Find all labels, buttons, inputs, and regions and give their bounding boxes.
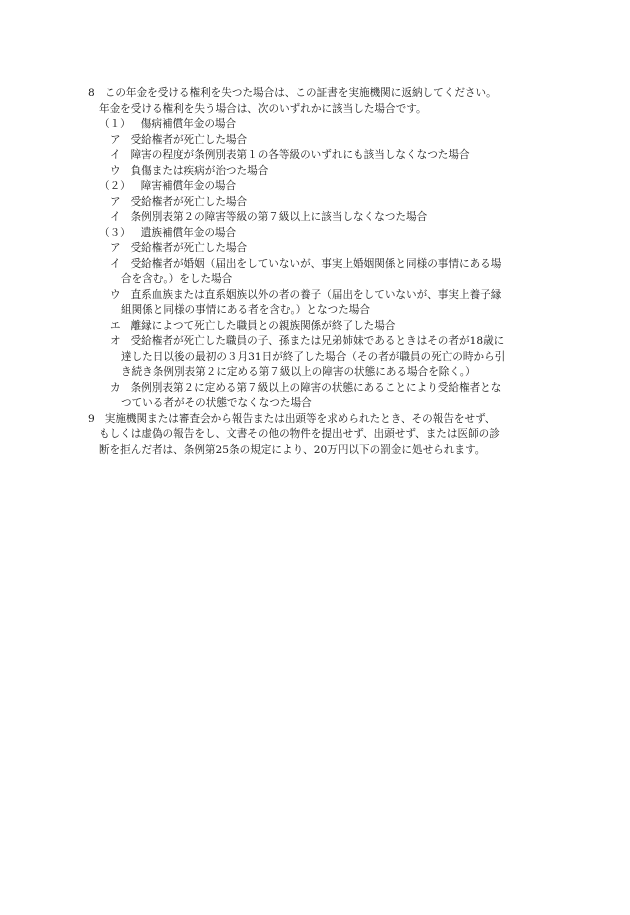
item-1-sub-a: ア 受給権者が死亡した場合 [110,133,248,146]
section-9-number: 9 [88,412,95,425]
section-8-number: 8 [88,87,95,99]
item-3-sub-u-line-1: ウ 直系血族または直系姻族以外の者の養子（届出をしていないが、事実上養子縁 [110,288,502,301]
item-3-sub-i-line-1: イ 受給権者が婚姻（届出をしていないが、事実上婚姻関係と同様の事情にある場 [110,257,502,270]
item-3-sub-ka-line-1: カ 条例別表第２に定める第７級以上の障害の状態にあることにより受給権者とな [110,381,502,394]
item-1-sub-u: ウ 負傷または疾病が治つた場合 [110,164,269,177]
document-body [88,86,558,458]
section-8 [88,86,558,412]
item-3-sub-o-line-3: き続き条例別表第２に定める第７級以上の障害の状態にある場合を除く。） [121,366,476,378]
item-3-sub-ka-line-2: つている者がその状態でなくなつた場合 [121,397,312,409]
item-2 [88,179,558,226]
item-2-sub-i: イ 条例別表第２の障害等級の第７級以上に該当しなくなつた場合 [110,211,428,223]
item-3 [88,226,558,412]
section-9-line-3: 断を拒んだ者は、条例第25条の規定により、20万円以下の罰金に処せられます。 [99,443,486,456]
section-9 [88,412,558,459]
section-9-line-1: 9 実施機関または審査会から報告または出頭等を求められたとき、その報告をせず、 [88,412,496,425]
item-3-sub-o-line-2: 達した日以後の最初の３月31日が終了した場合（その者が職員の死亡の時から引 [121,350,506,363]
item-1 [88,117,558,179]
item-3-sub-o-line-1: オ 受給権者が死亡した職員の子、孫または兄弟姉妹であるときはその者が18歳に [110,335,505,347]
item-3-sub-a: ア 受給権者が死亡した場合 [110,242,248,254]
item-3-sub-i-line-2: 合を含む。）をした場合 [121,273,233,285]
section-8-line-1: 8 この年金を受ける権利を失つた場合は、この証書を実施機関に返納してください。 [88,87,497,99]
item-1-heading: （１） 傷病補償年金の場合 [99,118,237,130]
section-8-line-2: 年金を受ける権利を失う場合は、次のいずれかに該当した場合です。 [99,102,427,115]
item-2-heading: （２） 障害補償年金の場合 [99,180,237,192]
item-2-sub-a: ア 受給権者が死亡した場合 [110,195,248,208]
item-1-sub-i: イ 障害の程度が条例別表第１の各等級のいずれにも該当しなくなつた場合 [110,149,470,161]
item-3-sub-e: エ 離縁によつて死亡した職員との親族関係が終了した場合 [110,319,396,332]
item-3-heading: （３） 遺族補償年金の場合 [99,226,237,239]
item-3-sub-u-line-2: 組関係と同様の事情にある者を含む。）となつた場合 [121,304,370,316]
section-9-line-2: もしくは虚偽の報告をし、文書その他の物件を提出せず、出頭せず、または医師の診 [99,428,500,440]
